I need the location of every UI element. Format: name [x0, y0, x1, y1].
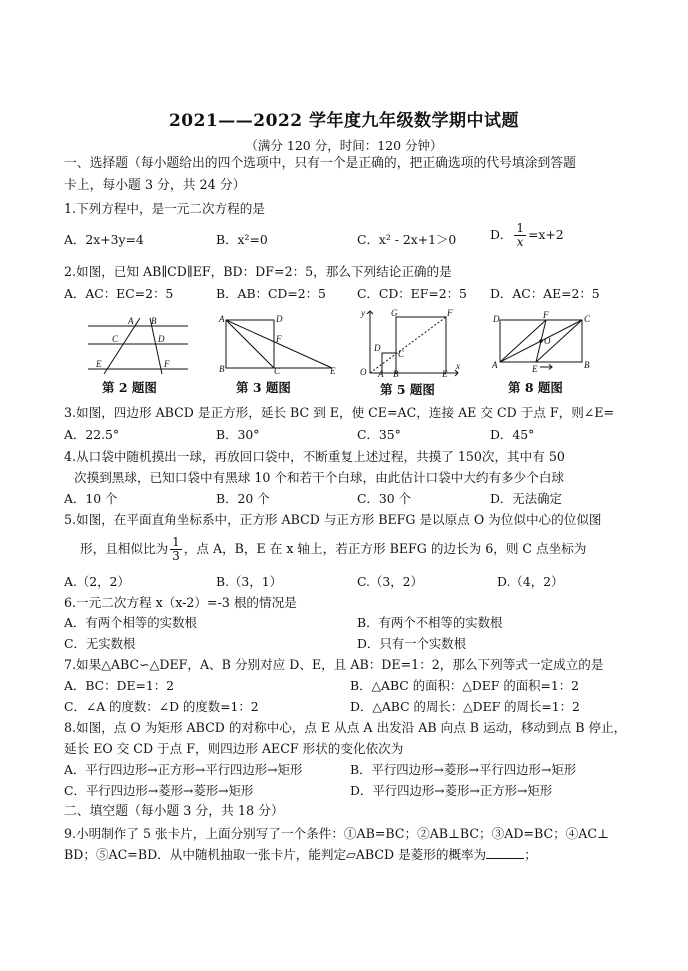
figure-q8-svg [490, 310, 594, 372]
q5-ratio-denominator: 3 [172, 549, 180, 563]
q1-option-d-denominator: x [516, 235, 524, 249]
fig5-label-c: C [398, 349, 405, 359]
q5-ratio-fraction [170, 536, 182, 563]
q8-option-b: B．平行四边形→菱形→平行四边形→矩形 [350, 762, 577, 777]
q9-line2-end: ； [524, 847, 537, 862]
q6-option-d: D．只有一个实数根 [357, 636, 467, 651]
q5-line2-suffix: ，点 A，B，E 在 x 轴上，若正方形 BEFG 的边长为 6，则 C 点坐标为 [183, 541, 587, 556]
section1-heading-line1: 一、选择题（每小题给出的四个选项中，只有一个是正确的，把正确选项的代号填涂到答题 [64, 156, 576, 171]
q5-option-b: B.（3，1） [216, 574, 282, 589]
fig2-label-a: A [128, 316, 134, 326]
figure-q5 [360, 307, 464, 377]
fig3-label-d: D [276, 314, 283, 324]
q5-line2-prefix: 形，且相似比为 [80, 541, 169, 556]
q1-option-d [490, 222, 564, 249]
fig8-label-o: O [544, 336, 551, 346]
q9-line2 [64, 846, 537, 864]
q1-stem: 1.下列方程中，是一元二次方程的是 [64, 201, 265, 216]
q8-line1: 8.如图，点 O 为矩形 ABCD 的对称中心，点 E 从点 A 出发沿 AB 向点 B 运动，移动到点 B 停止， [64, 720, 627, 735]
figure-q3-caption: 第 3 题图 [236, 380, 291, 395]
fig3-label-f: F [276, 334, 282, 344]
q2-option-d: D．AC：AE=2：5 [490, 286, 600, 301]
fig5-label-d: D [374, 343, 381, 353]
fig3-label-c: C [274, 366, 281, 374]
fig5-label-y: y [361, 308, 365, 318]
q4-option-b: B．20 个 [216, 491, 270, 506]
q8-option-c: C．平行四边形→菱形→菱形→矩形 [64, 783, 254, 798]
q4-option-c: C．30 个 [357, 491, 411, 506]
q6-option-a: A．有两个相等的实数根 [64, 615, 197, 630]
q3-option-b: B．30° [216, 427, 260, 442]
fig5-label-a: A [378, 369, 384, 377]
fig5-label-g: G [391, 308, 398, 318]
figure-q8 [490, 310, 594, 372]
q3-stem: 3.如图，四边形 ABCD 是正方形，延长 BC 到 E，使 CE=AC，连接 AE 交 CD 于点 F，则∠E= [64, 405, 615, 420]
q1-option-d-numerator: 1 [516, 221, 524, 235]
fig5-label-e: E [442, 369, 448, 377]
q3-option-d: D．45° [490, 427, 535, 442]
fig5-label-f: F [447, 308, 453, 318]
q1-option-d-suffix: =x+2 [527, 227, 564, 242]
q9-answer-blank[interactable] [486, 846, 524, 859]
q5-line1: 5.如图，在平面直角坐标系中，正方形 ABCD 与正方形 BEFG 是以原点 O 为位似中心的位似图 [64, 512, 602, 527]
q5-line2 [80, 534, 586, 564]
q6-option-c: C．无实数根 [64, 636, 136, 651]
figure-q5-svg [360, 307, 464, 377]
figure-q2 [88, 312, 188, 374]
q3-option-c: C．35° [357, 427, 401, 442]
fig3-label-a: A [219, 314, 225, 324]
q2-option-c: C．CD：EF=2：5 [357, 286, 467, 301]
q5-ratio-numerator: 1 [172, 535, 180, 549]
page-subtitle: （满分 120 分，时间：120 分钟） [245, 138, 443, 153]
q2-option-b: B．AB：CD=2：5 [216, 286, 326, 301]
q4-line1: 4.从口袋中随机摸出一球，再放回口袋中，不断重复上述过程，共摸了 150次，其中有 50 [64, 449, 565, 464]
q1-option-b: B．x²=0 [216, 232, 268, 247]
fig8-label-c: C [584, 314, 591, 324]
q1-option-a: A．2x+3y=4 [64, 232, 144, 247]
q6-option-b: B．有两个不相等的实数根 [357, 615, 503, 630]
fig8-label-d: D [493, 314, 500, 324]
figure-q3-svg [216, 312, 338, 374]
fig3-label-e: E [330, 366, 336, 374]
section2-heading: 二、填空题（每小题 3 分，共 18 分） [64, 804, 284, 819]
q5-option-d: D.（4，2） [497, 574, 564, 589]
fig3-label-b: B [219, 364, 225, 374]
q8-line2: 延长 EO 交 CD 于点 F，则四边形 AECF 形状的变化依次为 [64, 741, 404, 756]
fig5-label-b: B [393, 369, 399, 377]
q5-option-a: A.（2，2） [64, 574, 130, 589]
fig2-label-c: C [112, 334, 119, 344]
q4-line2: 次摸到黑球，已知口袋中有黑球 10 个和若干个白球，由此估计口袋中大约有多少个白球 [74, 470, 565, 485]
q2-stem: 2.如图，已知 AB∥CD∥EF，BD：DF=2：5，那么下列结论正确的是 [64, 264, 452, 279]
figure-q2-svg [88, 312, 188, 374]
fig2-label-b: B [151, 316, 157, 326]
figure-q5-caption: 第 5 题图 [380, 382, 435, 397]
q8-option-d: D．平行四边形→菱形→正方形→矩形 [350, 783, 553, 798]
fig2-label-e: E [96, 359, 102, 369]
q9-line1: 9.小明制作了 5 张卡片，上面分别写了一个条件：①AB=BC；②AB⊥BC；③AD=BC；④AC⊥ [64, 826, 609, 841]
q7-option-a: A．BC：DE=1：2 [64, 678, 175, 693]
q4-option-a: A．10 个 [64, 491, 118, 506]
figure-q3 [216, 312, 338, 374]
q9-line2-text: BD；⑤AC=BD．从中随机抽取一张卡片，能判定▱ABCD 是菱形的概率为 [64, 847, 487, 862]
fig8-label-b: B [584, 360, 590, 370]
q7-option-b: B．△ABC 的面积：△DEF 的面积=1：2 [350, 678, 580, 693]
q6-stem: 6.一元二次方程 x（x-2）=-3 根的情况是 [64, 595, 297, 610]
q5-option-c: C.（3，2） [357, 574, 423, 589]
q1-option-d-fraction [514, 222, 526, 249]
figure-q2-caption: 第 2 题图 [102, 380, 157, 395]
page-title: 2021——2022 学年度九年级数学期中试题 [168, 111, 520, 131]
fig5-label-o: O [360, 367, 367, 377]
q7-stem: 7.如果△ABC∽△DEF，A、B 分别对应 D、E，且 AB：DE=1：2，那么下列等式一定成立的是 [64, 657, 604, 672]
q7-option-d: D．△ABC 的周长：△DEF 的周长=1：2 [350, 699, 580, 714]
fig2-label-f: F [164, 359, 170, 369]
q4-option-d: D．无法确定 [490, 491, 562, 506]
fig8-label-a: A [492, 360, 498, 370]
fig8-label-f: F [543, 310, 549, 320]
q1-option-d-prefix: D． [490, 227, 513, 242]
fig8-label-e: E [532, 364, 538, 372]
figure-q8-caption: 第 8 题图 [508, 380, 563, 395]
q3-option-a: A．22.5° [64, 427, 120, 442]
q7-option-c: C．∠A 的度数：∠D 的度数=1：2 [64, 699, 259, 714]
q1-option-c: C．x² - 2x+1＞0 [357, 232, 457, 247]
fig2-label-d: D [158, 334, 165, 344]
fig5-label-x: x [456, 361, 460, 371]
section1-heading-line2: 卡上，每小题 3 分，共 24 分） [64, 178, 246, 193]
q2-option-a: A．AC：EC=2：5 [64, 286, 174, 301]
q8-option-a: A．平行四边形→正方形→平行四边形→矩形 [64, 762, 303, 777]
